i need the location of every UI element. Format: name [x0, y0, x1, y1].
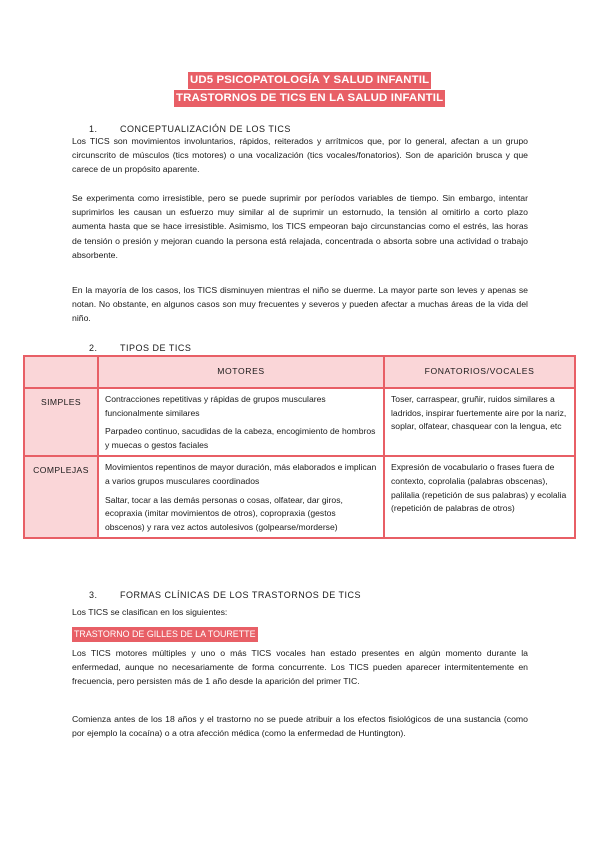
- section-3-title: FORMAS CLÍNICAS DE LOS TRASTORNOS DE TICS: [120, 590, 362, 600]
- cell-text: Saltar, tocar a las demás personas o cosas, olfatear, dar giros, ecopraxia (imitar movimientos de otros), copropraxia (gestos obscenos) y rara vez actos autolesivos (golpearse/morderse): [105, 494, 343, 532]
- title-line-1: UD5 PSICOPATOLOGÍA Y SALUD INFANTIL: [188, 72, 431, 89]
- cell-text: Movimientos repentinos de mayor duración, más elaborados e implican a varios grupos musculares coordinados: [105, 462, 377, 486]
- table-corner-cell: [24, 356, 98, 388]
- cell-complejas-fonatorios: [384, 456, 575, 538]
- column-header-motores: MOTORES: [98, 356, 384, 388]
- paragraph: Comienza antes de los 18 años y el trastorno no se puede atribuir a los efectos fisiológicos de una sustancia (como por ejemplo la cocaína) o a otra afección médica (como la enfermedad de Huntington).: [72, 714, 528, 739]
- section-1-heading: [89, 124, 291, 134]
- row-label: COMPLEJAS: [33, 465, 89, 476]
- paragraph: Los TICS motores múltiples y uno o más TICS vocales han estado presentes en algún momento durante la enfermedad, aunque no necesariamente de forma concurrente. Los TICS pueden aparecer intermitentemente en frecuencia, pero persisten más de 1 año desde la aparición del primer TIC.: [72, 648, 528, 687]
- paragraph: Se experimenta como irresistible, pero se puede suprimir por períodos variables de tiempo. Sin embargo, intentar suprimirlos les causan un esfuerzo muy similar al de suprimir un estornudo, la tensión al omitirlo a corto plazo aumenta hasta que se hace irresistible. Asimismo, los TICS empeoran bajo circunstancias como el estrés, las horas de tensión o presión y mejoran cuando la persona está relajada, concentrada o absorta sobre una actividad o trabajo absorbente.: [72, 193, 528, 260]
- section-2-number: 2.: [89, 343, 98, 353]
- row-label: SIMPLES: [40, 397, 82, 407]
- section-3-intro: Los TICS se clasifican en los siguientes:: [72, 607, 228, 617]
- section-3-heading: [89, 590, 361, 600]
- subheading-tourette: TRASTORNO DE GILLES DE LA TOURETTE: [72, 627, 258, 642]
- cell-simples-fonatorios: [384, 388, 575, 456]
- table-header-row: [24, 356, 575, 388]
- table-row: [24, 388, 575, 456]
- paragraph: Los TICS son movimientos involuntarios, rápidos, reiterados y arrítmicos que, por lo general, afectan a un grupo circunscrito de músculos (tics motores) o una vocalización (tics vocales/fonatorios). Son de aparición brusca y que carece de un propósito aparente.: [72, 136, 528, 175]
- column-header-fonatorios: FONATORIOS/VOCALES: [384, 356, 575, 388]
- section-1-title: CONCEPTUALIZACIÓN DE LOS TICS: [120, 124, 291, 134]
- section-2-title: TIPOS DE TICS: [120, 343, 192, 353]
- cell-text: Parpadeo continuo, sacudidas de la cabeza, encogimiento de hombros y muecas o gestos faciales: [105, 426, 376, 450]
- row-header-complejas: [24, 456, 98, 538]
- tics-types-table: [23, 355, 576, 539]
- cell-text: Expresión de vocabulario o frases fuera de contexto, coprolalia (palabras obscenas), palilalia (repetición de sus palabras) y ecolalia (repetición de palabras de otros): [391, 462, 567, 514]
- table-row: [24, 456, 575, 538]
- section-1-number: 1.: [89, 124, 98, 134]
- row-header-simples: [24, 388, 98, 456]
- section-2-heading: [89, 343, 191, 353]
- section-3-number: 3.: [89, 590, 98, 600]
- title-line-2: TRASTORNOS DE TICS EN LA SALUD INFANTIL: [174, 90, 445, 107]
- paragraph: En la mayoría de los casos, los TICS disminuyen mientras el niño se duerme. La mayor parte son leves y apenas se notan. No obstante, en algunos casos son muy frecuentes y severos y pueden afectar a muchas áreas de la vida del niño.: [72, 285, 528, 324]
- cell-simples-motores: [98, 388, 384, 456]
- cell-text: Contracciones repetitivas y rápidas de grupos musculares funcionalmente similares: [105, 394, 326, 418]
- cell-complejas-motores: [98, 456, 384, 538]
- cell-text: Toser, carraspear, gruñir, ruidos similares a ladridos, inspirar fuertemente aire por la nariz, soplar, olfatear, chasquear con la lengua, etc: [391, 394, 567, 432]
